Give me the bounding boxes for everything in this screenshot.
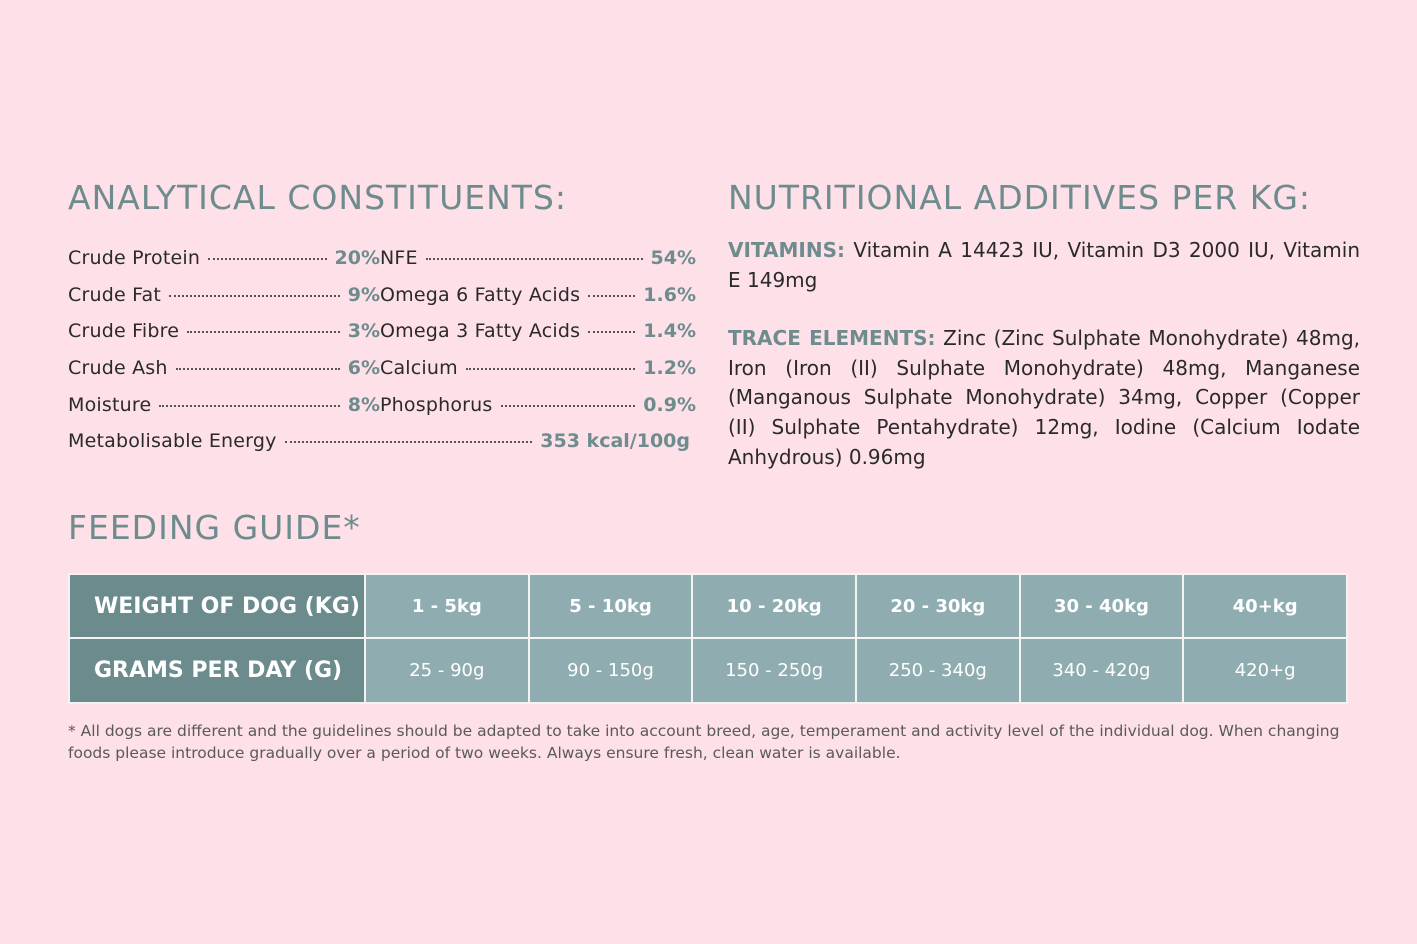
- constituent-item: [380, 394, 696, 416]
- constituent-value: 1.6%: [643, 283, 696, 306]
- dot-leader: [466, 368, 635, 370]
- weight-cell: 1 - 5kg: [365, 574, 529, 638]
- feeding-guide-table: [68, 573, 1348, 704]
- trace-elements-paragraph: [728, 324, 1360, 472]
- constituent-label: Omega 6 Fatty Acids: [380, 283, 581, 306]
- constituent-value: 1.4%: [643, 320, 696, 343]
- weight-cell: 40+kg: [1183, 574, 1347, 638]
- grams-cell: 250 - 340g: [856, 638, 1020, 703]
- constituent-value: 54%: [650, 247, 696, 270]
- constituent-value: 0.9%: [643, 393, 696, 416]
- grams-header: GRAMS PER DAY (G): [69, 638, 365, 703]
- weight-cell: 20 - 30kg: [856, 574, 1020, 638]
- constituent-item: [68, 284, 380, 306]
- weight-header: WEIGHT OF DOG (KG): [69, 574, 365, 638]
- constituent-label: Phosphorus: [380, 393, 493, 416]
- dot-leader: [176, 368, 340, 370]
- grams-cell: 420+g: [1183, 638, 1347, 703]
- constituent-item: [68, 357, 380, 379]
- analytical-constituents-heading: ANALYTICAL CONSTITUENTS:: [68, 178, 567, 217]
- constituent-row: [68, 277, 696, 314]
- energy-row: [68, 423, 696, 460]
- constituent-label: Crude Ash: [68, 357, 168, 380]
- dot-leader: [208, 258, 326, 260]
- weight-cell: 10 - 20kg: [692, 574, 856, 638]
- constituent-item: [380, 357, 696, 379]
- constituent-item: [68, 320, 380, 342]
- vitamins-tag: VITAMINS:: [728, 238, 845, 262]
- constituent-row: [68, 313, 696, 350]
- grams-cell: 90 - 150g: [529, 638, 693, 703]
- grams-cell: 340 - 420g: [1020, 638, 1184, 703]
- constituent-item: [68, 394, 380, 416]
- constituent-value: 9%: [347, 283, 380, 306]
- energy-value: 353 kcal/100g: [540, 430, 690, 453]
- weight-cell: 30 - 40kg: [1020, 574, 1184, 638]
- dot-leader: [588, 295, 635, 297]
- dot-leader: [169, 295, 340, 297]
- constituent-label: Omega 3 Fatty Acids: [380, 320, 581, 343]
- constituent-label: NFE: [380, 247, 418, 270]
- nutritional-additives-heading: NUTRITIONAL ADDITIVES PER KG:: [728, 178, 1312, 217]
- constituent-row: [68, 350, 696, 387]
- dot-leader: [187, 331, 340, 333]
- weight-cell: 5 - 10kg: [529, 574, 693, 638]
- constituent-item: [380, 284, 696, 306]
- grams-cell: 150 - 250g: [692, 638, 856, 703]
- constituent-label: Calcium: [380, 357, 458, 380]
- weight-row: [69, 574, 1347, 638]
- constituent-item: [380, 320, 696, 342]
- nutritional-additives-text: [728, 236, 1360, 501]
- dot-leader: [285, 441, 533, 443]
- constituent-label: Moisture: [68, 393, 152, 416]
- dot-leader: [501, 405, 636, 407]
- constituent-label: Crude Fat: [68, 283, 161, 306]
- constituent-value: 6%: [347, 357, 380, 380]
- constituent-label: Crude Protein: [68, 247, 201, 270]
- constituent-label: Crude Fibre: [68, 320, 180, 343]
- grams-cell: 25 - 90g: [365, 638, 529, 703]
- feeding-footnote: * All dogs are different and the guidelines should be adapted to take into account breed, age, temperament and activity level of the individual dog. When changing foods please introduce gradually over a period of two weeks. Always ensure fresh, clean water is available.: [68, 722, 1340, 762]
- vitamins-text: Vitamin A 14423 IU, Vitamin D3 2000 IU, Vitamin E 149mg: [728, 238, 1360, 292]
- energy-label: Metabolisable Energy: [68, 430, 277, 453]
- trace-elements-tag: TRACE ELEMENTS:: [728, 326, 936, 351]
- constituent-value: 1.2%: [643, 357, 696, 380]
- analytical-constituents-list: [68, 240, 696, 460]
- vitamins-paragraph: [728, 236, 1360, 295]
- dot-leader: [588, 331, 635, 333]
- constituent-value: 3%: [347, 320, 380, 343]
- constituent-item: [68, 247, 380, 269]
- energy-item: [68, 430, 690, 452]
- feeding-guide-heading: FEEDING GUIDE*: [68, 508, 361, 547]
- trace-elements-text: Zinc (Zinc Sulphate Monohydrate) 48mg, Iron (Iron (II) Sulphate Monohydrate) 48mg, Manganese (Manganous Sulphate Monohydrate) 34mg, Copper (Copper (II) Sulphate Pentahydrate) 12mg, Iodine (Calcium Iodate Anhydrous) 0.96mg: [728, 326, 1360, 469]
- constituent-item: [380, 247, 696, 269]
- dot-leader: [426, 258, 643, 260]
- constituent-row: [68, 386, 696, 423]
- dot-leader: [159, 405, 339, 407]
- constituent-value: 20%: [334, 247, 380, 270]
- grams-row: [69, 638, 1347, 703]
- constituent-row: [68, 240, 696, 277]
- constituent-value: 8%: [347, 393, 380, 416]
